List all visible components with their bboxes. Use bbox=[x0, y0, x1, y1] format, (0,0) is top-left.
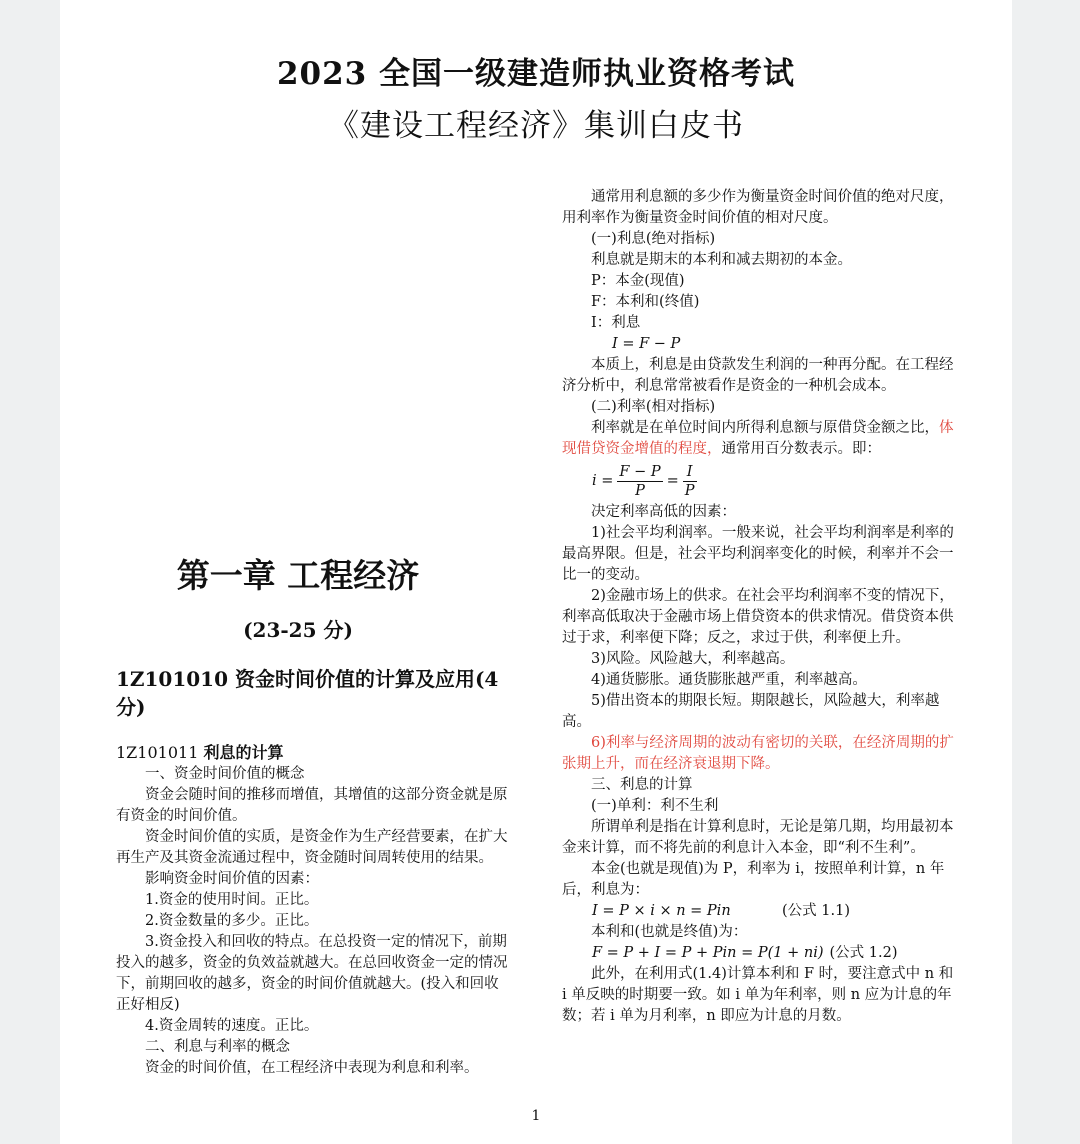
document-title: 2023 全国一级建造师执业资格考试 bbox=[276, 56, 796, 92]
paragraph: 本金(也就是现值)为 P，利率为 i，按照单利计算，n 年后，利息为： bbox=[562, 861, 945, 898]
equation-interest: I = F − P bbox=[612, 336, 681, 352]
right-column bbox=[562, 187, 954, 1027]
formula: I = P × i × n = Pin bbox=[592, 903, 731, 919]
paragraph: 4)通货膨胀。通货膨胀越严重，利率越高。 bbox=[591, 672, 867, 688]
paragraph: 此外，在利用式(1.4)计算本利和 F 时，要注意式中 n 和 i 单反映的时期要一致。如 i 单为年利率，则 n 应为计息的年数；若 i 单为月利率，n 即应为计息的月数。 bbox=[562, 966, 954, 1024]
formula: F = P + I = P + Pin = P(1 + ni) bbox=[592, 945, 824, 961]
subsection-heading bbox=[116, 740, 283, 763]
paragraph: 三、利息的计算 bbox=[591, 777, 693, 793]
paragraph: 利息就是期末的本利和减去期初的本金。 bbox=[591, 252, 852, 268]
text-span: 利率就是在单位时间内所得利息额与原借贷金额之比， bbox=[591, 420, 939, 436]
paragraph: 2)金融市场上的供求。在社会平均利润率不变的情况下，利率高低取决于金融市场上借贷资本的供求情况。借贷资本供过于求，利率便下降；反之，求过于供，利率便上升。 bbox=[562, 588, 954, 646]
chapter-title: 第一章 工程经济 bbox=[176, 556, 420, 595]
paragraph: (一)利息(绝对指标) bbox=[591, 231, 716, 247]
formula-label: (公式 1.1) bbox=[782, 903, 850, 919]
chapter-score: (23-25 分) bbox=[243, 618, 353, 642]
fraction-numerator: I bbox=[683, 463, 697, 482]
fraction bbox=[683, 463, 697, 500]
section-title: 1Z101010 资金时间价值的计算及应用(4分) bbox=[116, 667, 499, 719]
paragraph: P：本金(现值) bbox=[591, 273, 685, 289]
paragraph: 3.资金投入和回收的特点。在总投资一定的情况下，前期投入的越多，资金的负效益就越大。在总回收资金一定的情况下，前期回收的越多，资金的时间价值就越大。(投入和回收正好相反) bbox=[116, 934, 508, 1013]
equation-interest-rate bbox=[562, 460, 954, 502]
page-number: 1 bbox=[531, 1108, 541, 1124]
paragraph: (二)利率(相对指标) bbox=[591, 399, 716, 415]
paragraph: 资金时间价值的实质，是资金作为生产经营要素，在扩大再生产及其资金流通过程中，资金随时间周转使用的结果。 bbox=[116, 829, 508, 866]
document-page bbox=[60, 0, 1012, 1144]
paragraph: 通常用利息额的多少作为衡量资金时间价值的绝对尺度，用利率作为衡量资金时间价值的相对尺度。 bbox=[562, 189, 954, 226]
fraction-numerator: F − P bbox=[619, 463, 661, 480]
paragraph: 1)社会平均利润率。一般来说，社会平均利润率是利率的最高界限。但是，社会平均利润率变化的时候，利率并不会一比一的变动。 bbox=[562, 525, 954, 583]
paragraph: 3)风险。风险越大，利率越高。 bbox=[591, 651, 795, 667]
formula-label: (公式 1.2) bbox=[829, 945, 898, 961]
paragraph: 影响资金时间价值的因素： bbox=[145, 871, 319, 887]
paragraph: I：利息 bbox=[591, 315, 641, 331]
paragraph: 二、利息与利率的概念 bbox=[145, 1039, 290, 1055]
paragraph: 4.资金周转的速度。正比。 bbox=[145, 1018, 319, 1034]
paragraph: 资金的时间价值，在工程经济中表现为利息和利率。 bbox=[145, 1060, 479, 1076]
paragraph: 5)借出资本的期限长短。期限越长，风险越大，利率越高。 bbox=[562, 693, 940, 730]
highlight-text: 体现借贷资金增值的程度， bbox=[562, 420, 954, 457]
left-column bbox=[116, 764, 510, 1079]
highlight-paragraph: 6)利率与经济周期的波动有密切的关联，在经济周期的扩张期上升，而在经济衰退期下降。 bbox=[562, 735, 954, 772]
fraction-denominator: P bbox=[684, 482, 695, 499]
equation-lhs: i = bbox=[592, 472, 614, 489]
paragraph: F：本利和(终值) bbox=[591, 294, 700, 310]
document-subtitle: 《建设工程经济》集训白皮书 bbox=[328, 108, 744, 144]
equals-sign: = bbox=[666, 472, 679, 489]
subsection-code: 1Z101011 bbox=[116, 743, 199, 762]
paragraph: 2.资金数量的多少。正比。 bbox=[145, 913, 319, 929]
paragraph: 资金会随时间的推移而增值，其增值的这部分资金就是原有资金的时间价值。 bbox=[116, 787, 508, 824]
text-span: 通常用百分数表示。即： bbox=[721, 441, 881, 457]
subsection-title: 利息的计算 bbox=[203, 743, 284, 762]
paragraph: 决定利率高低的因素： bbox=[591, 504, 736, 520]
paragraph: 所谓单利是指在计算利息时，无论是第几期，均用最初本金来计算，而不将先前的利息计入本金，即“利不生利”。 bbox=[562, 819, 954, 856]
paragraph bbox=[562, 418, 954, 460]
formula-1-2 bbox=[562, 943, 954, 964]
paragraph: (一)单利：利不生利 bbox=[591, 798, 719, 814]
paragraph: 1.资金的使用时间。正比。 bbox=[145, 892, 319, 908]
paragraph: 本利和(也就是终值)为： bbox=[591, 924, 748, 940]
paragraph: 本质上，利息是由贷款发生利润的一种再分配。在工程经济分析中，利息常常被看作是资金的一种机会成本。 bbox=[562, 357, 954, 394]
paragraph: 一、资金时间价值的概念 bbox=[145, 766, 305, 782]
formula-1-1 bbox=[562, 901, 954, 922]
fraction-denominator: P bbox=[635, 482, 645, 499]
fraction bbox=[617, 463, 662, 500]
